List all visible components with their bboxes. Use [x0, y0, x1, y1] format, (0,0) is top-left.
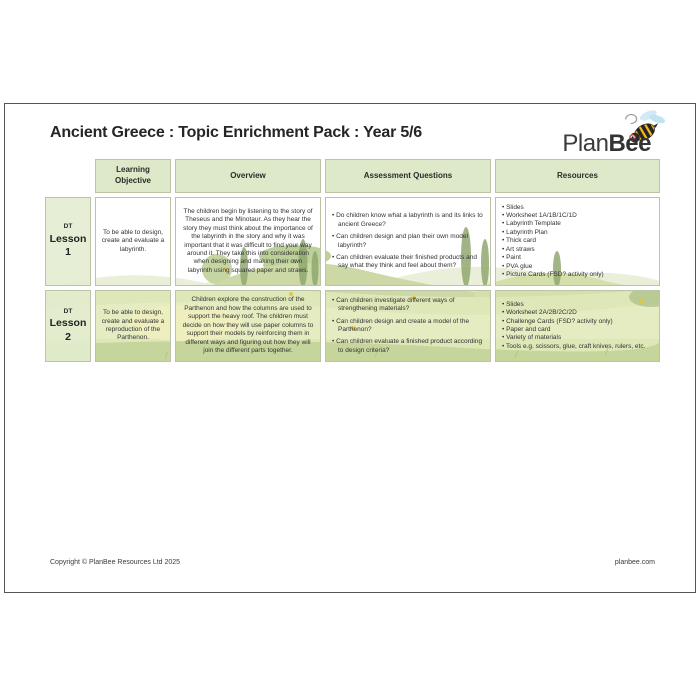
col-header-overview: Overview	[175, 159, 321, 193]
assessment-question-list	[332, 297, 486, 356]
logo-plan: Plan	[562, 130, 609, 157]
page-title: Ancient Greece : Topic Enrichment Pack : Year 5/6	[50, 124, 422, 141]
list-item: • Tools e.g. scissors, glue, craft knives, rulers, etc.	[502, 343, 655, 351]
list-item: • Variety of materials	[502, 334, 655, 342]
list-item: • Labyrinth Template	[502, 220, 655, 228]
list-item: • Art straws	[502, 246, 655, 254]
copyright-text: Copyright © PlanBee Resources Ltd 2025	[50, 559, 181, 566]
assessment-question-list	[332, 212, 486, 271]
resource-list	[502, 204, 655, 280]
list-item: • Do children know what a labyrinth is and its links to ancient Greece?	[332, 212, 486, 229]
logo-wordmark	[562, 130, 651, 158]
lesson-2-title: Lesson 2	[49, 317, 87, 343]
planbee-logo	[559, 108, 669, 160]
list-item: • Worksheet 2A/2B/2C/2D	[502, 309, 655, 317]
document-page	[4, 103, 696, 593]
lesson-1-resources	[495, 197, 660, 286]
lesson-1-label	[45, 197, 91, 286]
lesson-2-label	[45, 290, 91, 362]
lesson-table	[45, 159, 660, 362]
list-item: • Slides	[502, 204, 655, 212]
list-item: • Picture Cards (FSD? activity only)	[502, 271, 655, 279]
list-item: • Can children design and plan their own model labyrinth?	[332, 233, 486, 250]
resource-list	[502, 301, 655, 352]
col-header-resources: Resources	[495, 159, 660, 193]
list-item: • Can children design and create a model of the Parthenon?	[332, 318, 486, 335]
lesson-grid	[45, 159, 660, 362]
lesson-2-subject: DT	[63, 307, 73, 315]
logo-bee-text: Bee	[608, 130, 651, 157]
list-item: • Thick card	[502, 237, 655, 245]
list-item: • Worksheet 1A/1B/1C/1D	[502, 212, 655, 220]
list-item: • Challenge Cards (FSD? activity only)	[502, 318, 655, 326]
list-item: • Paper and card	[502, 326, 655, 334]
lesson-1-title: Lesson 1	[49, 232, 87, 259]
lesson-1-objective: To be able to design, create and evaluate a labyrinth.	[95, 197, 171, 286]
lesson-1-overview: The children begin by listening to the story of Theseus and the Minotaur. As they hear the story they must think about the importance of the labyrinth in the story and why it was important that it was difficult to find your way around it. They take this into consideration when designing and making their own labyrinth using squared paper and straws.	[175, 197, 321, 286]
list-item: • Can children evaluate a finished product according to design criteria?	[332, 338, 486, 355]
corner-spacer	[45, 159, 91, 193]
lesson-2-assessment-questions	[325, 290, 491, 362]
lesson-1-subject: DT	[63, 223, 73, 231]
col-header-learning-objective: Learning Objective	[95, 159, 171, 193]
lesson-2-resources	[495, 290, 660, 362]
website-link[interactable]: planbee.com	[614, 559, 655, 566]
list-item: • PVA glue	[502, 263, 655, 271]
list-item: • Slides	[502, 301, 655, 309]
list-item: • Can children investigate different ways of strengthening materials?	[332, 297, 486, 314]
lesson-2-overview: Children explore the construction of the Parthenon and how the columns are used to support the heavy roof. The children must decide on how they will use paper columns to support their models by reinforcing them in different ways and figuring out how they will join the different parts together.	[175, 290, 321, 362]
list-item: • Labyrinth Plan	[502, 229, 655, 237]
col-header-assessment-questions: Assessment Questions	[325, 159, 491, 193]
list-item: • Paint	[502, 254, 655, 262]
lesson-2-objective: To be able to design, create and evaluate a reproduction of the Parthenon.	[95, 290, 171, 362]
list-item: • Can children evaluate their finished products and say what they think and feel about them?	[332, 254, 486, 271]
lesson-1-assessment-questions	[325, 197, 491, 286]
